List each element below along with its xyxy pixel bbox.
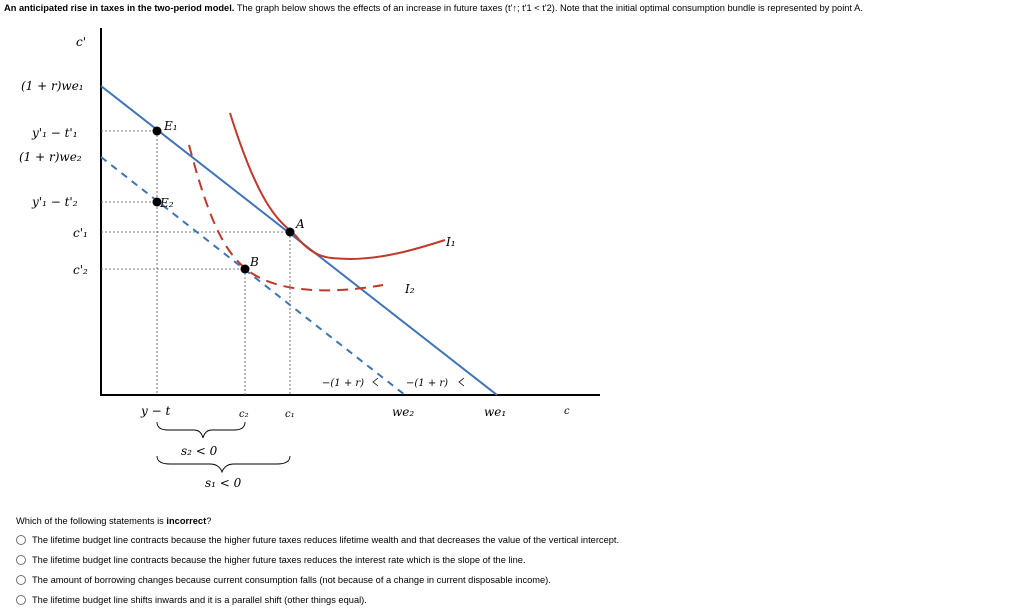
label-e2: E₂ [160,196,174,210]
radio-button[interactable] [16,535,26,545]
budget-line-new [101,157,405,395]
slope-label-old: −(1 + r) [406,378,449,389]
problem-description: The graph below shows the effects of an increase in future taxes (t'↑; t'1 < t'2). Note that the initial optimal consumption bundle is represented by point A. [236,3,863,13]
radio-button[interactable] [16,555,26,565]
slope-mark-new [373,378,378,386]
label-s2: s₂ < 0 [181,444,218,458]
x-label-y-t: y − t [141,404,171,418]
answer-option-label: The amount of borrowing changes because current consumption falls (not because of a change in current disposable income). [32,575,551,585]
brace-s1 [157,456,290,472]
x-label-we1: we₁ [484,405,507,419]
brace-s2 [157,422,245,438]
y-label-c1: c'₁ [73,226,88,240]
question-block [16,516,619,610]
question-suffix: ? [206,516,212,526]
slope-label-new: −(1 + r) [322,378,365,389]
answer-option-label: The lifetime budget line contracts because the higher future taxes reduces the interest rate which is the slope of the line. [32,555,526,565]
y-axis-title: c' [76,35,87,49]
label-e1: E₁ [164,119,178,133]
two-period-graph [0,18,620,508]
slope-mark-old [459,378,464,386]
y-label-intercept-2: (1 + r)we₂ [19,150,82,164]
question-text [16,516,619,526]
indifference-curve-i2 [189,145,383,290]
answer-option-4[interactable] [16,590,619,610]
x-label-c2: c₂ [239,409,249,420]
question-prefix: Which of the following statements is [16,516,164,526]
label-a: A [296,217,305,231]
y-label-c2: c'₂ [73,263,88,277]
answer-option-label: The lifetime budget line shifts inwards and it is a parallel shift (other things equal). [32,595,367,605]
label-i2: I₂ [405,282,415,296]
y-label-intercept-1: (1 + r)we₁ [21,79,84,93]
answer-option-label: The lifetime budget line contracts because the higher future taxes reduces lifetime wealth and that decreases the value of the vertical intercept. [32,535,620,545]
radio-button[interactable] [16,595,26,605]
problem-title: An anticipated rise in taxes in the two-period model. [4,3,235,13]
answer-option-2[interactable] [16,550,619,570]
y-label-y-t2: y'₁ − t'₂ [32,195,78,209]
y-label-y-t1: y'₁ − t'₁ [32,126,78,140]
question-emphasis: incorrect [166,516,207,526]
answer-option-3[interactable] [16,570,619,590]
problem-intro [4,2,1022,14]
label-s1: s₁ < 0 [205,476,242,490]
indifference-curve-i1 [230,113,445,259]
x-label-we2: we₂ [392,405,415,419]
point-a [286,228,295,237]
x-label-c1: c₁ [285,409,295,420]
point-e1 [153,127,162,136]
label-b: B [250,255,259,269]
label-i1: I₁ [446,235,456,249]
point-b [241,265,250,274]
radio-button[interactable] [16,575,26,585]
answer-option-1[interactable] [16,530,619,550]
x-axis-title: c [564,406,570,417]
